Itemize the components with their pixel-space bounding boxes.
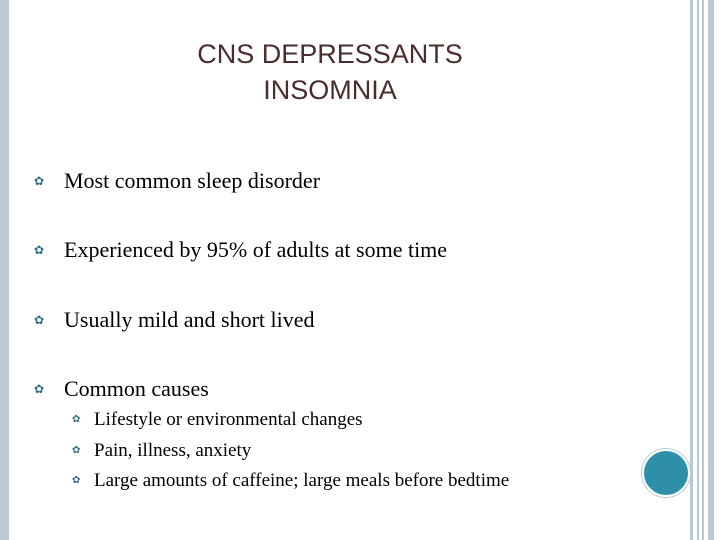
slide-title [0, 36, 660, 108]
slide-title-line-2: INSOMNIA [263, 75, 397, 105]
bullet-item [34, 168, 320, 194]
slide-title-line-1: CNS DEPRESSANTS [197, 39, 463, 69]
bullet-text: Usually mild and short lived [64, 307, 315, 332]
accent-circle [642, 449, 690, 497]
sub-bullet-item [72, 439, 251, 463]
flower-bullet-icon: ✿ [34, 313, 45, 327]
bullet-text: Experienced by 95% of adults at some time [64, 237, 448, 262]
bullet-text: Most common sleep disorder [64, 168, 321, 193]
flower-bullet-icon: ✿ [72, 414, 81, 425]
sub-bullet-item [72, 469, 509, 493]
flower-bullet-icon: ✿ [72, 445, 81, 456]
sub-bullet-item [72, 408, 363, 432]
sub-bullet-text: Lifestyle or environmental changes [94, 409, 363, 430]
bullet-item [34, 237, 447, 263]
flower-bullet-icon: ✿ [72, 475, 81, 486]
bullet-item [34, 307, 315, 333]
sub-bullet-text: Pain, illness, anxiety [94, 440, 252, 461]
right-border-decoration [688, 0, 720, 540]
flower-bullet-icon: ✿ [34, 174, 45, 188]
bullet-item [34, 376, 209, 402]
sub-bullet-text: Large amounts of caffeine; large meals before bedtime [94, 470, 510, 491]
flower-bullet-icon: ✿ [34, 382, 45, 396]
bullet-text: Common causes [64, 376, 209, 401]
flower-bullet-icon: ✿ [34, 243, 45, 257]
